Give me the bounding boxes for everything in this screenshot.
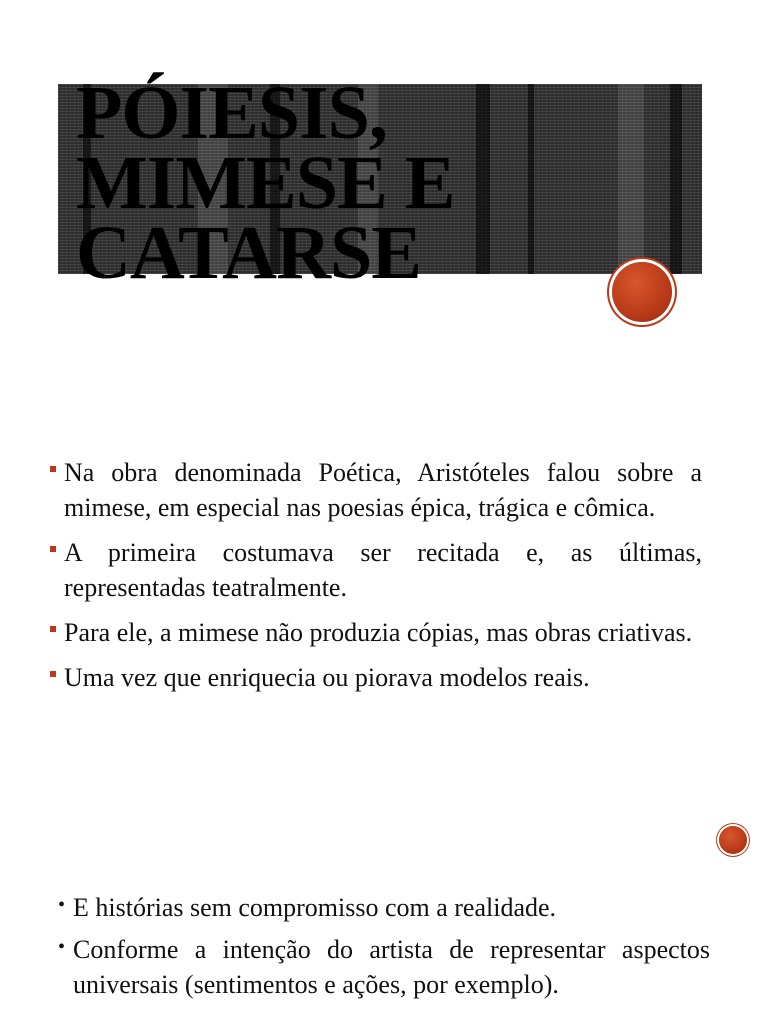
bullet-list bbox=[58, 890, 710, 1009]
bullet-square-icon bbox=[50, 626, 56, 632]
bullet-square-icon bbox=[50, 546, 56, 552]
bullet-square-icon bbox=[50, 671, 56, 677]
list-item: • Conforme a intenção do artista de representar aspectos universais (sentimentos e ações, por exemplo). bbox=[58, 932, 710, 1002]
list-item: Para ele, a mimese não produzia cópias, mas obras criativas. bbox=[50, 615, 702, 650]
bullet-list bbox=[50, 455, 702, 705]
accent-circle bbox=[612, 262, 672, 322]
bullet-square-icon bbox=[50, 466, 56, 472]
bullet-dot-icon: • bbox=[58, 936, 66, 958]
title-slide bbox=[0, 0, 768, 420]
list-item: Na obra denominada Poética, Aristóteles falou sobre a mimese, em especial nas poesias épica, trágica e cômica. bbox=[50, 455, 702, 525]
accent-circle bbox=[719, 826, 747, 854]
bullet-dot-icon: • bbox=[58, 894, 66, 916]
list-item: • E histórias sem compromisso com a realidade. bbox=[58, 890, 710, 925]
list-item: A primeira costumava ser recitada e, as últimas, representadas teatralmente. bbox=[50, 535, 702, 605]
list-item: Uma vez que enriquecia ou piorava modelos reais. bbox=[50, 660, 702, 695]
slide-title: PÓIESIS, MIMESE E CATARSE bbox=[76, 71, 455, 295]
